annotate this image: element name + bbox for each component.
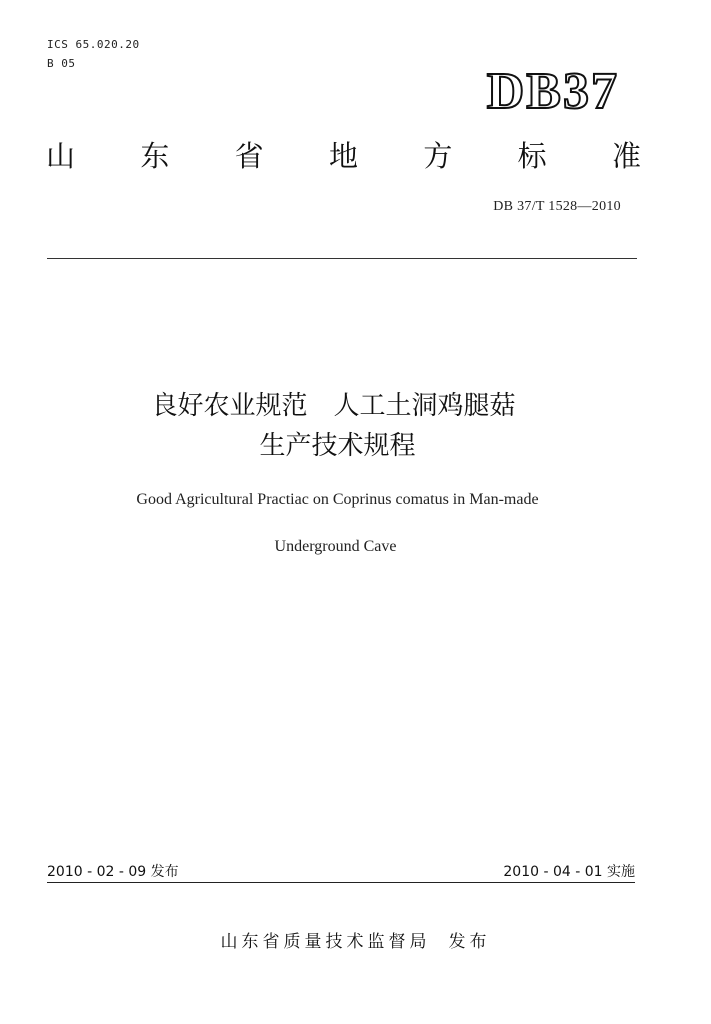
english-title-line-2: Underground Cave [274, 538, 397, 555]
footer-divider [47, 882, 635, 883]
standard-type-title [46, 136, 641, 176]
issue-date: 2010 - 02 - 09 发布 [47, 864, 179, 880]
standard-type-char: 省 [234, 139, 264, 173]
publisher-organization: 山东省质量技术监督局 [220, 932, 431, 952]
standard-type-char: 山 [46, 139, 76, 173]
db37-logo: DB37 [486, 63, 619, 120]
standard-number: DB 37/T 1528—2010 [493, 199, 621, 214]
english-title-line-1: Good Agricultural Practiac on Coprinus comatus in Man-made [136, 491, 539, 508]
header-divider [47, 258, 637, 259]
chinese-title-line-2: 生产技术规程 [259, 431, 416, 461]
standard-type-char: 东 [140, 139, 170, 173]
implementation-date: 2010 - 04 - 01 实施 [503, 864, 635, 880]
standard-type-char: 地 [328, 139, 358, 173]
standard-type-char: 方 [423, 139, 453, 173]
ccs-code: B 05 [47, 57, 76, 70]
chinese-title-line-1: 良好农业规范 人工土洞鸡腿菇 [151, 391, 516, 421]
ics-code: ICS 65.020.20 [47, 38, 140, 51]
publisher-line [0, 927, 711, 952]
publisher-action: 发布 [448, 932, 491, 952]
standard-type-char: 标 [517, 139, 547, 173]
standard-type-char: 准 [611, 139, 641, 173]
